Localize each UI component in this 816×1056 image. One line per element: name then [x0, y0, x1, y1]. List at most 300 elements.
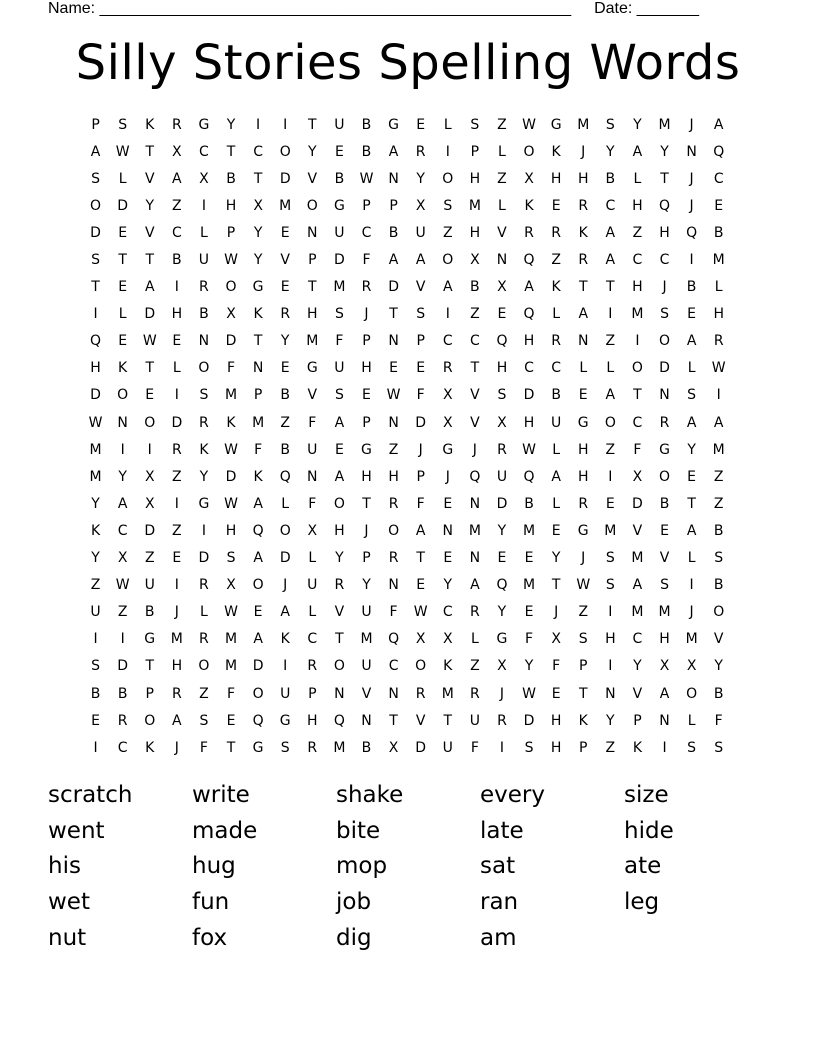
grid-letter: D: [117, 658, 129, 675]
grid-letter: O: [388, 522, 400, 539]
grid-letter: B: [144, 604, 155, 621]
grid-letter: B: [361, 143, 372, 160]
grid-letter: Z: [199, 685, 209, 702]
grid-letter: Z: [551, 252, 561, 269]
grid-letter: O: [604, 414, 616, 431]
grid-letter: A: [253, 495, 263, 512]
grid-letter: V: [307, 387, 318, 404]
grid-letter: E: [660, 522, 669, 539]
grid-letter: Z: [578, 604, 589, 621]
grid-letter: L: [606, 360, 615, 377]
grid-letter: P: [362, 197, 371, 214]
grid-letter: C: [551, 360, 562, 377]
grid-letter: O: [713, 604, 725, 621]
grid-letter: M: [224, 387, 238, 404]
grid-letter: J: [689, 116, 694, 133]
grid-letter: S: [91, 658, 100, 675]
grid-letter: H: [550, 739, 562, 756]
grid-letter: L: [443, 116, 452, 133]
grid-letter: E: [389, 360, 398, 377]
grid-letter: X: [497, 414, 507, 431]
grid-letter: F: [416, 387, 425, 404]
grid-letter: V: [632, 522, 643, 539]
word-bank-item: size: [624, 782, 669, 808]
grid-letter: T: [145, 360, 155, 377]
grid-letter: E: [443, 550, 453, 567]
grid-letter: E: [118, 224, 128, 241]
grid-letter: A: [686, 522, 697, 539]
grid-letter: K: [524, 197, 534, 214]
grid-letter: E: [226, 712, 236, 729]
grid-letter: W: [359, 170, 374, 187]
grid-letter: V: [713, 631, 724, 648]
grid-letter: E: [118, 279, 128, 296]
grid-letter: X: [442, 414, 453, 431]
grid-letter: L: [714, 279, 723, 296]
grid-letter: B: [713, 685, 724, 702]
grid-letter: J: [499, 685, 505, 702]
grid-letter: V: [307, 170, 318, 187]
grid-letter: H: [632, 279, 643, 296]
grid-letter: P: [416, 468, 425, 485]
word-bank-item: hug: [192, 853, 236, 880]
grid-letter: J: [662, 279, 667, 296]
grid-letter: E: [416, 577, 426, 594]
grid-letter: X: [659, 658, 670, 675]
grid-letter: Y: [606, 143, 615, 160]
grid-letter: Z: [713, 468, 724, 485]
grid-letter: W: [115, 577, 130, 594]
grid-letter: O: [686, 685, 698, 702]
grid-letter: S: [280, 739, 290, 756]
grid-letter: A: [551, 468, 561, 485]
word-bank-item: every: [480, 782, 545, 808]
grid-letter: A: [334, 468, 345, 485]
grid-letter: A: [686, 333, 697, 350]
grid-letter: I: [256, 116, 261, 133]
grid-letter: C: [713, 170, 724, 187]
grid-letter: Y: [606, 712, 615, 729]
grid-letter: R: [171, 685, 182, 702]
grid-letter: Q: [252, 522, 264, 539]
grid-letter: I: [93, 306, 98, 323]
grid-letter: N: [198, 333, 210, 350]
grid-letter: E: [524, 604, 534, 621]
grid-letter: T: [253, 170, 263, 187]
grid-letter: V: [632, 685, 643, 702]
grid-letter: Y: [497, 604, 507, 621]
grid-letter: W: [224, 495, 238, 512]
grid-letter: Q: [388, 631, 400, 648]
grid-letter: Y: [497, 522, 507, 539]
grid-letter: Y: [714, 658, 723, 675]
grid-letter: U: [496, 468, 508, 485]
grid-letter: K: [90, 522, 101, 539]
grid-letter: J: [689, 197, 694, 214]
grid-letter: M: [604, 522, 617, 539]
grid-letter: B: [361, 739, 372, 756]
grid-letter: T: [335, 631, 344, 648]
grid-letter: N: [252, 360, 264, 377]
grid-letter: H: [469, 170, 481, 187]
grid-letter: E: [551, 685, 561, 702]
grid-letter: F: [470, 739, 479, 756]
grid-letter: O: [279, 143, 291, 160]
grid-letter: H: [523, 414, 535, 431]
grid-letter: N: [307, 468, 318, 485]
grid-letter: T: [633, 387, 642, 404]
grid-letter: O: [198, 360, 210, 377]
grid-letter: O: [252, 685, 264, 702]
grid-letter: N: [334, 685, 345, 702]
grid-letter: N: [388, 685, 399, 702]
grid-letter: G: [659, 441, 670, 458]
grid-letter: D: [198, 550, 210, 567]
grid-letter: I: [283, 116, 288, 133]
grid-letter: X: [415, 197, 426, 214]
grid-letter: R: [659, 414, 670, 431]
grid-letter: A: [415, 252, 426, 269]
grid-letter: W: [115, 143, 130, 160]
grid-letter: H: [632, 197, 643, 214]
grid-letter: C: [307, 631, 318, 648]
grid-letter: S: [226, 550, 236, 567]
grid-letter: Y: [280, 333, 290, 350]
grid-letter: I: [608, 306, 613, 323]
grid-letter: M: [89, 441, 102, 458]
grid-letter: Q: [686, 224, 698, 241]
grid-letter: O: [279, 522, 291, 539]
grid-letter: Z: [632, 224, 643, 241]
grid-letter: M: [712, 252, 725, 269]
grid-letter: N: [388, 577, 399, 594]
grid-letter: B: [605, 170, 616, 187]
name-field-label: Name: _____________________________________________________: [48, 0, 572, 17]
grid-letter: J: [418, 441, 423, 458]
grid-letter: D: [279, 550, 291, 567]
grid-letter: I: [662, 739, 667, 756]
grid-letter: T: [145, 658, 155, 675]
grid-letter: J: [283, 577, 288, 594]
grid-letter: E: [172, 550, 182, 567]
grid-letter: N: [605, 685, 616, 702]
grid-letter: D: [225, 468, 237, 485]
grid-letter: N: [388, 333, 399, 350]
grid-letter: H: [307, 306, 318, 323]
grid-letter: J: [364, 522, 369, 539]
grid-letter: B: [280, 441, 290, 458]
grid-letter: C: [469, 333, 480, 350]
grid-letter: E: [145, 387, 155, 404]
grid-letter: P: [416, 333, 425, 350]
grid-letter: I: [120, 441, 125, 458]
grid-letter: S: [687, 739, 697, 756]
grid-letter: E: [334, 143, 344, 160]
grid-letter: Y: [253, 224, 263, 241]
grid-letter: K: [632, 739, 643, 756]
grid-letter: R: [199, 577, 209, 594]
grid-letter: O: [659, 468, 671, 485]
word-bank-item: wet: [48, 889, 90, 916]
grid-letter: M: [468, 197, 481, 214]
grid-letter: M: [333, 279, 346, 296]
grid-letter: R: [578, 495, 589, 512]
grid-letter: I: [93, 631, 98, 648]
grid-letter: T: [362, 495, 371, 512]
grid-letter: L: [687, 550, 696, 567]
grid-letter: N: [361, 712, 372, 729]
grid-letter: K: [578, 712, 588, 729]
grid-letter: M: [577, 116, 590, 133]
grid-letter: R: [280, 306, 291, 323]
grid-letter: H: [361, 468, 372, 485]
grid-letter: T: [308, 279, 317, 296]
word-bank-item: job: [336, 889, 372, 916]
grid-letter: W: [224, 604, 238, 621]
grid-letter: E: [605, 495, 615, 512]
grid-letter: Q: [713, 143, 725, 160]
grid-letter: L: [498, 143, 506, 160]
grid-letter: B: [90, 685, 101, 702]
word-bank-item: write: [192, 782, 250, 808]
grid-letter: O: [252, 577, 264, 594]
grid-letter: A: [334, 414, 345, 431]
grid-letter: G: [442, 441, 454, 458]
grid-letter: W: [224, 252, 238, 269]
grid-letter: D: [171, 414, 183, 431]
grid-letter: D: [279, 170, 291, 187]
grid-letter: V: [280, 252, 290, 269]
grid-letter: G: [252, 279, 264, 296]
grid-letter: C: [361, 224, 372, 241]
grid-letter: Y: [145, 197, 155, 214]
grid-letter: X: [442, 387, 453, 404]
page-title: Silly Stories Spelling Words: [75, 35, 741, 91]
grid-letter: O: [442, 252, 454, 269]
grid-letter: X: [226, 306, 236, 323]
grid-letter: A: [605, 224, 616, 241]
grid-letter: D: [144, 306, 156, 323]
grid-letter: E: [416, 116, 426, 133]
grid-letter: I: [499, 739, 505, 756]
grid-letter: T: [389, 306, 398, 323]
grid-letter: H: [171, 658, 183, 675]
grid-letter: S: [334, 387, 344, 404]
grid-letter: F: [389, 604, 398, 621]
grid-letter: A: [117, 495, 128, 512]
grid-letter: L: [687, 360, 696, 377]
grid-letter: S: [497, 387, 507, 404]
grid-letter: X: [388, 739, 399, 756]
grid-letter: H: [307, 712, 318, 729]
grid-letter: A: [90, 143, 101, 160]
grid-letter: X: [497, 658, 507, 675]
grid-letter: G: [333, 197, 345, 214]
grid-letter: H: [550, 712, 562, 729]
grid-letter: M: [658, 604, 671, 621]
grid-letter: E: [416, 360, 426, 377]
grid-letter: L: [308, 550, 317, 567]
grid-letter: Y: [91, 550, 100, 567]
grid-letter: T: [416, 550, 425, 567]
grid-letter: B: [470, 279, 480, 296]
grid-letter: D: [117, 197, 129, 214]
grid-letter: M: [685, 631, 698, 648]
grid-letter: D: [225, 333, 237, 350]
grid-letter: C: [388, 658, 399, 675]
grid-letter: U: [442, 739, 453, 756]
grid-letter: U: [469, 712, 480, 729]
grid-letter: Q: [659, 197, 671, 214]
grid-letter: O: [117, 387, 129, 404]
grid-letter: T: [118, 252, 127, 269]
grid-letter: F: [633, 441, 642, 458]
grid-letter: G: [496, 631, 508, 648]
date-field-label: Date: _______: [594, 0, 700, 17]
grid-letter: C: [605, 197, 616, 214]
grid-letter: Z: [172, 522, 182, 539]
grid-letter: I: [174, 387, 179, 404]
grid-letter: L: [308, 604, 317, 621]
grid-letter: F: [714, 712, 723, 729]
grid-letter: Y: [308, 143, 317, 160]
grid-letter: W: [522, 116, 536, 133]
grid-letter: M: [658, 116, 671, 133]
grid-letter: O: [144, 712, 156, 729]
grid-letter: A: [388, 143, 399, 160]
grid-letter: A: [686, 414, 697, 431]
grid-letter: H: [659, 631, 670, 648]
grid-letter: U: [361, 658, 372, 675]
grid-letter: A: [605, 387, 616, 404]
grid-letter: K: [145, 739, 155, 756]
grid-letter: X: [144, 495, 155, 512]
grid-letter: E: [253, 604, 263, 621]
grid-letter: E: [578, 387, 588, 404]
word-bank-item: made: [192, 817, 258, 844]
grid-letter: Z: [497, 116, 507, 133]
grid-letter: L: [470, 631, 479, 648]
grid-letter: Z: [605, 441, 616, 458]
grid-letter: Q: [496, 577, 508, 594]
grid-letter: G: [577, 414, 589, 431]
grid-letter: J: [689, 170, 694, 187]
grid-letter: W: [522, 441, 536, 458]
grid-letter: N: [659, 387, 670, 404]
grid-letter: Z: [497, 170, 507, 187]
grid-letter: B: [172, 252, 182, 269]
grid-letter: W: [386, 387, 401, 404]
grid-letter: R: [307, 739, 318, 756]
grid-letter: R: [307, 658, 318, 675]
grid-letter: X: [551, 631, 561, 648]
grid-letter: B: [713, 522, 724, 539]
grid-letter: S: [199, 712, 209, 729]
grid-letter: R: [497, 712, 507, 729]
grid-letter: W: [711, 360, 726, 377]
grid-letter: G: [306, 360, 318, 377]
grid-letter: R: [578, 252, 589, 269]
grid-letter: M: [468, 522, 481, 539]
grid-letter: Q: [333, 712, 345, 729]
grid-letter: N: [388, 170, 399, 187]
word-bank-item: fox: [192, 924, 228, 951]
grid-letter: Y: [226, 116, 236, 133]
grid-letter: I: [283, 658, 288, 675]
grid-letter: Y: [253, 252, 263, 269]
grid-letter: U: [334, 224, 345, 241]
grid-letter: O: [442, 170, 454, 187]
grid-letter: O: [631, 360, 643, 377]
grid-letter: I: [635, 333, 640, 350]
grid-letter: F: [362, 252, 371, 269]
grid-letter: R: [388, 495, 399, 512]
grid-letter: E: [687, 468, 697, 485]
grid-letter: X: [117, 550, 128, 567]
grid-letter: P: [226, 224, 236, 241]
grid-letter: N: [388, 414, 399, 431]
grid-letter: T: [660, 170, 669, 187]
grid-letter: F: [525, 631, 534, 648]
grid-letter: I: [445, 143, 450, 160]
grid-letter: W: [224, 441, 238, 458]
grid-letter: C: [524, 360, 534, 377]
grid-letter: U: [415, 224, 426, 241]
grid-letter: Q: [252, 712, 264, 729]
grid-letter: L: [281, 495, 290, 512]
grid-letter: N: [442, 522, 453, 539]
grid-letter: A: [632, 143, 643, 160]
grid-letter: T: [226, 739, 236, 756]
word-bank-item: sat: [480, 853, 516, 880]
word-bank-item: am: [480, 924, 517, 951]
grid-letter: T: [578, 685, 588, 702]
grid-letter: P: [91, 116, 100, 133]
grid-letter: E: [551, 522, 561, 539]
grid-letter: X: [524, 170, 534, 187]
grid-letter: F: [308, 414, 317, 431]
grid-letter: X: [199, 170, 209, 187]
grid-letter: R: [497, 441, 507, 458]
grid-letter: E: [280, 224, 290, 241]
grid-letter: G: [144, 631, 156, 648]
grid-letter: M: [523, 577, 536, 594]
grid-letter: Q: [523, 468, 535, 485]
grid-letter: J: [174, 604, 179, 621]
grid-letter: K: [578, 224, 588, 241]
grid-letter: V: [144, 224, 155, 241]
name-date-line: [48, 0, 748, 20]
grid-letter: E: [714, 197, 724, 214]
grid-letter: Z: [388, 441, 399, 458]
grid-letter: T: [145, 252, 155, 269]
grid-letter: E: [497, 550, 507, 567]
grid-letter: G: [388, 116, 399, 133]
grid-letter: Z: [470, 306, 480, 323]
grid-letter: O: [225, 279, 237, 296]
grid-letter: I: [201, 522, 206, 539]
grid-letter: Y: [551, 550, 561, 567]
grid-letter: M: [333, 739, 346, 756]
grid-letter: S: [91, 252, 100, 269]
grid-letter: Q: [469, 468, 481, 485]
grid-letter: D: [252, 658, 264, 675]
grid-letter: C: [632, 252, 643, 269]
grid-letter: Z: [172, 468, 182, 485]
grid-letter: R: [117, 712, 128, 729]
grid-letter: U: [90, 604, 101, 621]
grid-letter: T: [687, 495, 696, 512]
